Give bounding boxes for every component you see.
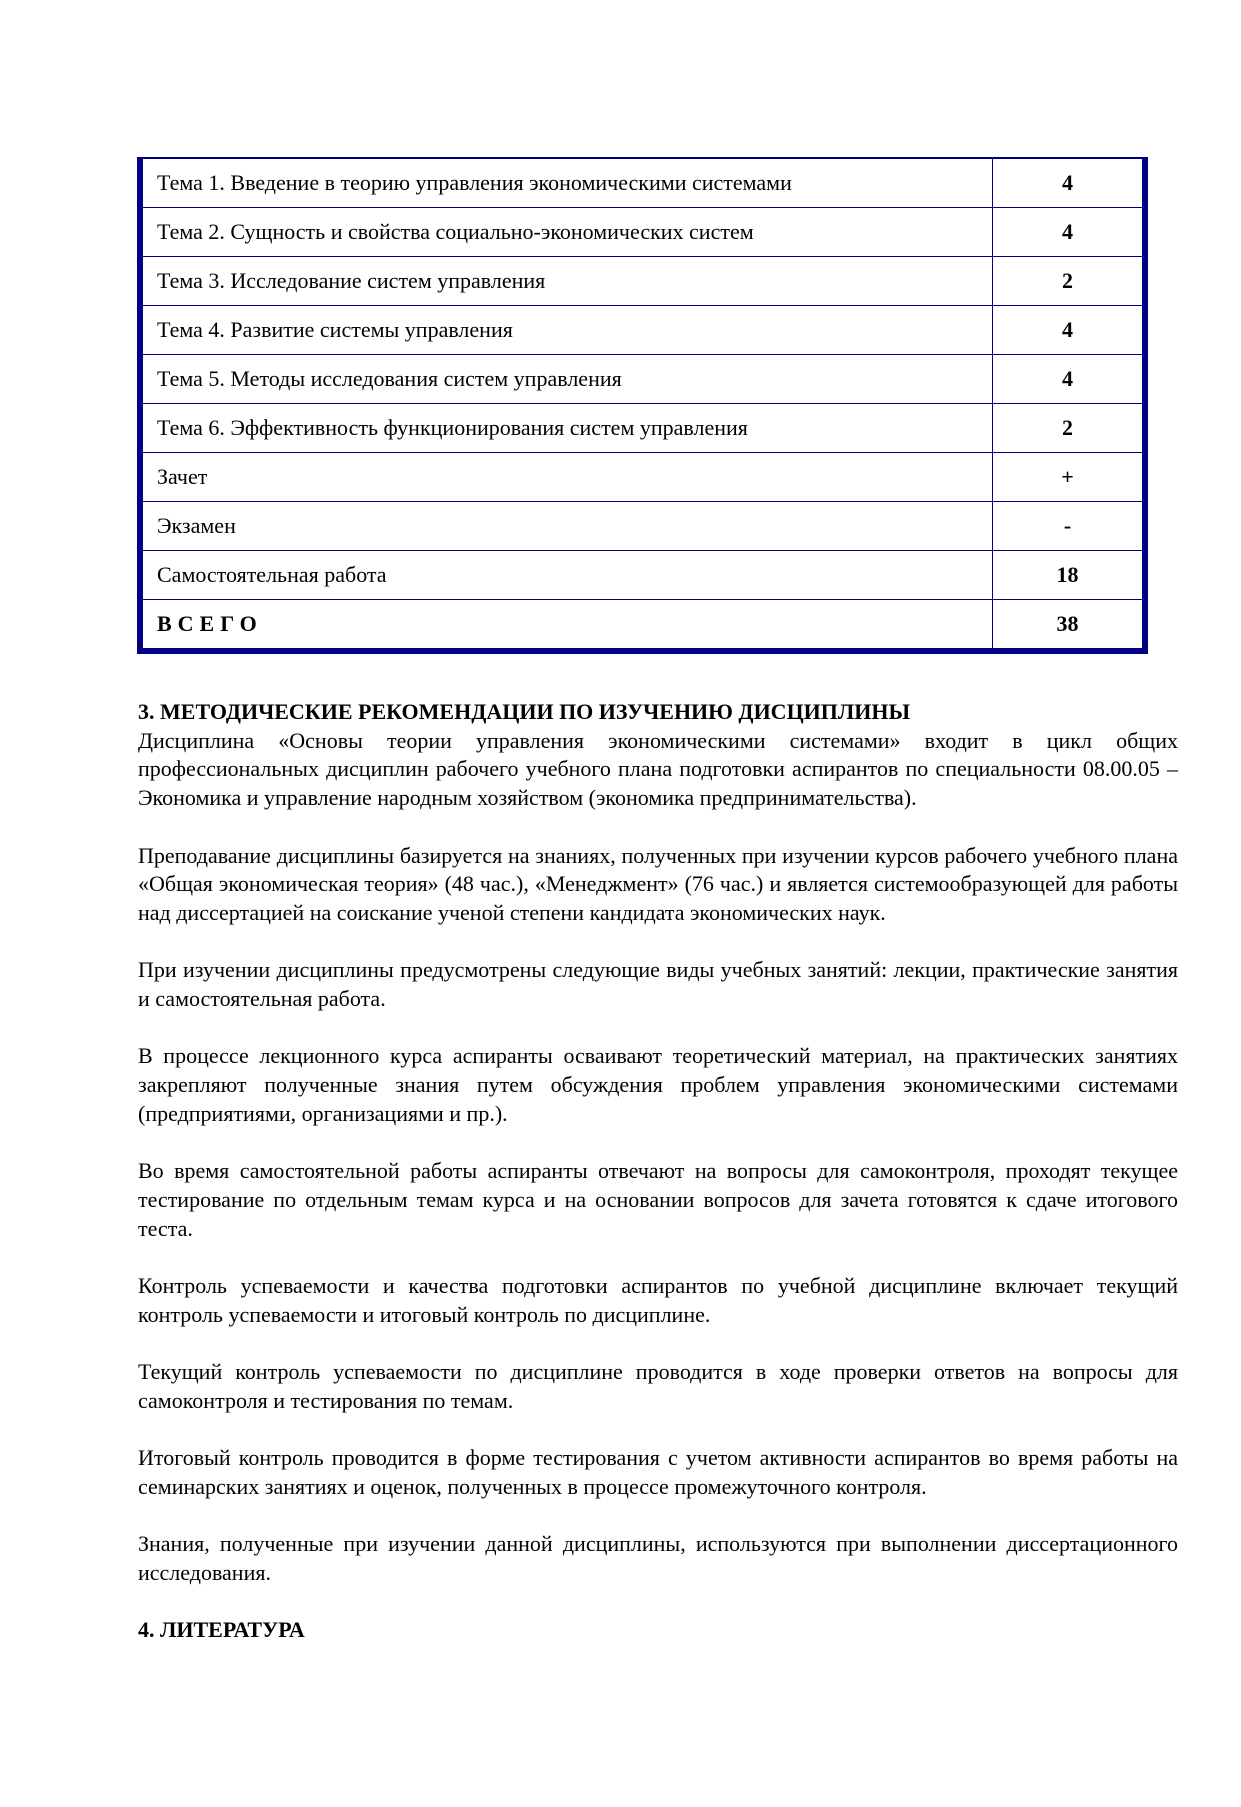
paragraph: Знания, полученные при изучении данной дисциплины, используются при выполнении диссертационного исследования.: [138, 1531, 1178, 1585]
hours-cell: 2: [993, 257, 1146, 306]
paragraph: Дисциплина «Основы теории управления экономическими системами» входит в цикл общих профессиональных дисциплин рабочего учебного плана подготовки аспирантов по специальности 08.00.05 – Экономика и управление народным хозяйством (экономика предпринимательства).: [138, 727, 1178, 811]
topic-cell: Зачет: [140, 453, 993, 502]
topic-cell: Тема 3. Исследование систем управления: [140, 257, 993, 306]
topic-cell: Тема 5. Методы исследования систем управления: [140, 355, 993, 404]
hours-cell: 4: [993, 208, 1146, 257]
topic-cell: Тема 4. Развитие системы управления: [140, 306, 993, 355]
paragraph: Во время самостоятельной работы аспиранты отвечают на вопросы для самоконтроля, проходят текущее тестирование по отдельным темам курса и на основании вопросов для зачета готовятся к сдаче итогового теста.: [138, 1158, 1178, 1241]
table-row: [140, 208, 1145, 257]
hours-cell: 2: [993, 404, 1146, 453]
paragraph: Итоговый контроль проводится в форме тестирования с учетом активности аспирантов во время работы на семинарских занятиях и оценок, полученных в процессе промежуточного контроля.: [138, 1445, 1178, 1499]
topic-cell: Тема 6. Эффективность функционирования систем управления: [140, 404, 993, 453]
table-row: [140, 158, 1145, 208]
topic-cell: Самостоятельная работа: [140, 551, 993, 600]
table-row: [140, 306, 1145, 355]
hours-cell: 4: [993, 158, 1146, 208]
paragraph: Преподавание дисциплины базируется на знаниях, полученных при изучении курсов рабочего учебного плана «Общая экономическая теория» (48 час.), «Менеджмент» (76 час.) и является системообразующей для работы над диссертацией на соискание ученой степени кандидата экономических наук.: [138, 842, 1178, 925]
total-hours: 38: [993, 600, 1146, 652]
table-row: [140, 453, 1145, 502]
hours-cell: +: [993, 453, 1146, 502]
paragraph: Текущий контроль успеваемости по дисциплине проводится в ходе проверки ответов на вопросы для самоконтроля и тестирования по темам.: [138, 1359, 1178, 1413]
section-heading: 4. ЛИТЕРАТУРА: [138, 1617, 305, 1643]
table-row: [140, 551, 1145, 600]
paragraph: В процессе лекционного курса аспиранты осваивают теоретический материал, на практических занятиях закрепляют полученные знания путем обсуждения проблем управления экономическими системами (предприятиями, организациями и пр.).: [138, 1043, 1178, 1126]
table-row: [140, 355, 1145, 404]
paragraph: Контроль успеваемости и качества подготовки аспирантов по учебной дисциплине включает текущий контроль успеваемости и итоговый контроль по дисциплине.: [138, 1272, 1178, 1327]
hours-cell: -: [993, 502, 1146, 551]
hours-cell: 4: [993, 306, 1146, 355]
hours-cell: 18: [993, 551, 1146, 600]
section-heading: 3. МЕТОДИЧЕСКИЕ РЕКОМЕНДАЦИИ ПО ИЗУЧЕНИЮ ДИСЦИПЛИНЫ: [138, 699, 911, 724]
document-body: [138, 698, 1178, 1645]
topic-cell: Экзамен: [140, 502, 993, 551]
paragraph: При изучении дисциплины предусмотрены следующие виды учебных занятий: лекции, практические занятия и самостоятельная работа.: [138, 957, 1178, 1011]
total-label: ВСЕГО: [140, 600, 993, 652]
topic-cell: Тема 2. Сущность и свойства социально-экономических систем: [140, 208, 993, 257]
total-row: [140, 600, 1145, 652]
table-row: [140, 257, 1145, 306]
table-row: [140, 404, 1145, 453]
topic-cell: Тема 1. Введение в теорию управления экономическими системами: [140, 158, 993, 208]
hours-cell: 4: [993, 355, 1146, 404]
course-hours-table: [137, 157, 1148, 654]
table-row: [140, 502, 1145, 551]
